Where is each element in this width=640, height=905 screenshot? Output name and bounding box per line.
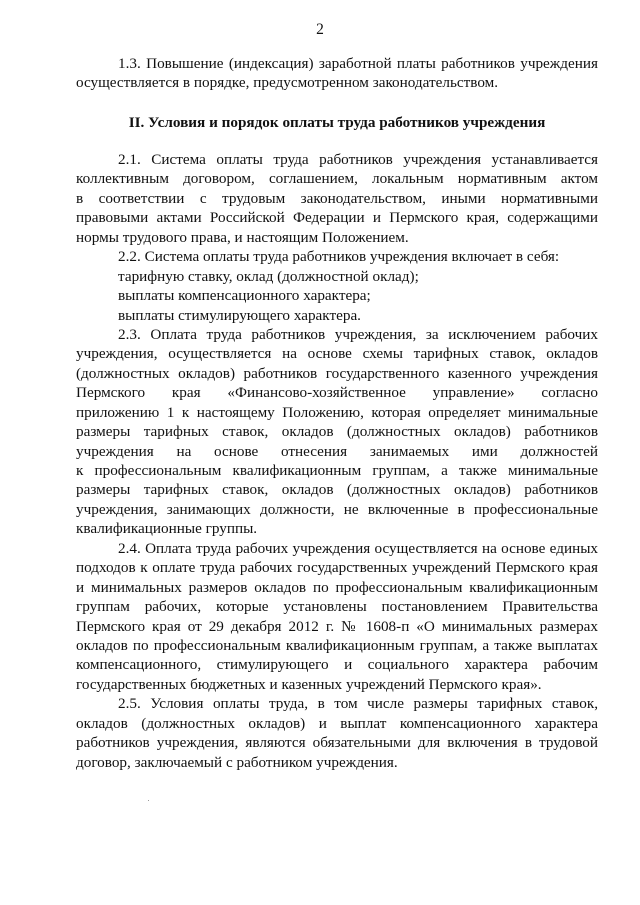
paragraph-line: в соответствии с трудовым законодательством, иными нормативными bbox=[76, 189, 598, 207]
paragraph-line: окладов (должностных окладов) и выплат компенсационного характера bbox=[76, 714, 598, 732]
paragraph-line: 2.3. Оплата труда работников учреждения, за исключением рабочих bbox=[118, 325, 598, 343]
list-item: выплаты стимулирующего характера. bbox=[118, 306, 361, 324]
section-heading: II. Условия и порядок оплаты труда работников учреждения bbox=[128, 114, 546, 131]
list-item: выплаты компенсационного характера; bbox=[118, 287, 371, 305]
paragraph-line: нормы трудового права, и настоящим Положением. bbox=[76, 228, 409, 246]
paragraph-line: Пермского края от 29 декабря 2012 г. № 1608-п «О минимальных размерах bbox=[76, 617, 598, 635]
paragraph-line: компенсационного, стимулирующего и социального характера рабочим bbox=[76, 656, 598, 674]
paragraph-line: учреждения на основе отнесения занимаемых ими должностей bbox=[76, 442, 598, 460]
paragraph-line: договор, заключаемый с работником учреждения. bbox=[76, 753, 398, 771]
paragraph-line: группам рабочих, которые установлены постановлением Правительства bbox=[76, 598, 598, 616]
paragraph-line: квалификационные группы. bbox=[76, 520, 258, 538]
paragraph-line: размеры тарифных ставок, окладов (должностных окладов) работников bbox=[76, 423, 598, 441]
scan-speck bbox=[148, 800, 149, 801]
paragraph-line: подходов к оплате труда рабочих государственных учреждений Пермского края bbox=[76, 559, 598, 577]
paragraph-line: к профессиональным квалификационным группам, а также минимальные bbox=[76, 462, 598, 479]
paragraph-line: (должностных окладов) работников государственного казенного учреждения bbox=[76, 364, 598, 382]
paragraph-2-1 bbox=[76, 150, 598, 772]
paragraph-line: правовыми актами Российской Федерации и Пермского края, содержащими bbox=[76, 209, 598, 227]
paragraph-line: коллективным договором, соглашением, локальным нормативным актом bbox=[76, 170, 598, 188]
paragraph-line: учреждения, осуществляется на основе схемы тарифных ставок, окладов bbox=[76, 345, 598, 363]
paragraph-line: работников учреждения, являются обязательными для включения в трудовой bbox=[76, 734, 598, 752]
paragraph-line: 2.5. Условия оплаты труда, в том числе размеры тарифных ставок, bbox=[118, 695, 598, 713]
page-number: 2 bbox=[316, 21, 324, 38]
paragraph-2-5 bbox=[76, 694, 598, 772]
paragraph-line: 2.1. Система оплаты труда работников учреждения устанавливается bbox=[118, 151, 598, 168]
paragraph-line: окладов по профессиональным квалификационным группам, а также выплатах bbox=[76, 636, 598, 654]
paragraph-line: 2.2. Система оплаты труда работников учреждения включает в себя: bbox=[118, 248, 560, 266]
paragraph-2-2 bbox=[76, 247, 598, 325]
paragraph-line: 2.4. Оплата труда рабочих учреждения осуществляется на основе единых bbox=[118, 539, 598, 557]
paragraph-line: осуществляется в порядке, предусмотренном законодательством. bbox=[76, 74, 499, 92]
paragraph-line: размеры тарифных ставок, окладов (должностных окладов) работников bbox=[76, 481, 598, 499]
paragraph-2-4 bbox=[76, 539, 598, 695]
paragraph-line: приложению 1 к настоящему Положению, которая определяет минимальные bbox=[76, 403, 598, 421]
paragraph-line: государственных бюджетных и казенных учреждений Пермского края». bbox=[76, 675, 542, 693]
paragraph-1-3 bbox=[76, 54, 598, 93]
paragraph-2-3 bbox=[76, 325, 598, 539]
paragraph-line: учреждения, занимающих должности, не включенные в профессиональные bbox=[76, 500, 598, 518]
list-item: тарифную ставку, оклад (должностной оклад); bbox=[118, 267, 419, 285]
paragraph-line: Пермского края «Финансово-хозяйственное управление» согласно bbox=[76, 384, 598, 402]
paragraph-line: и минимальных размеров окладов по профессиональным квалификационным bbox=[76, 578, 598, 596]
paragraph-line: 1.3. Повышение (индексация) заработной платы работников учреждения bbox=[118, 55, 598, 72]
